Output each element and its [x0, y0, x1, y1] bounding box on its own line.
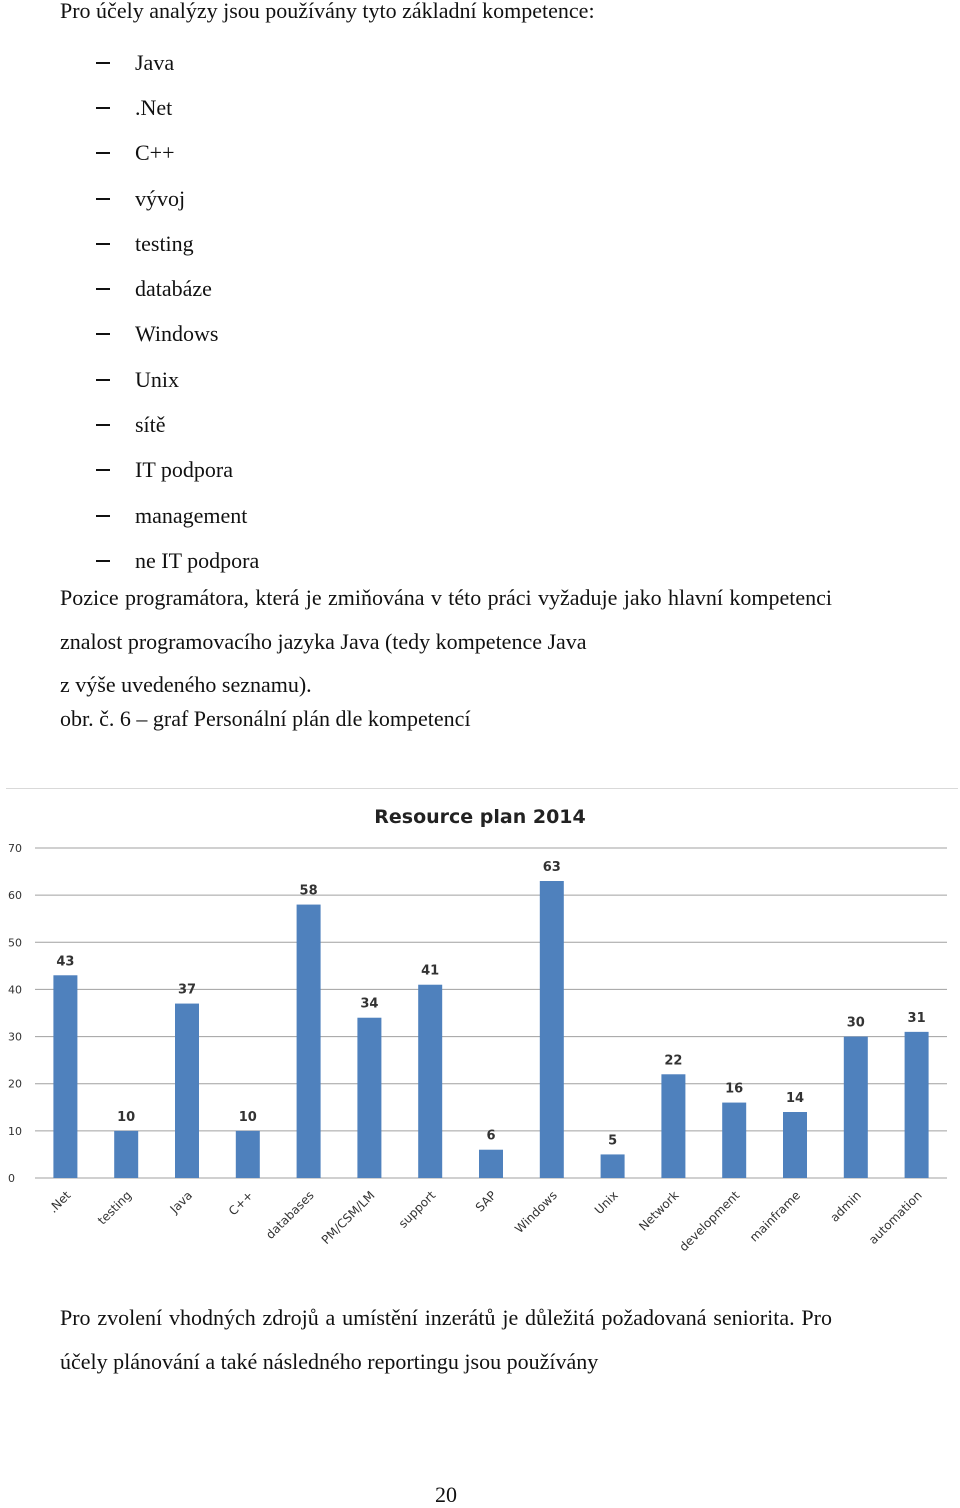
bar — [114, 1131, 138, 1178]
dash-bullet — [96, 152, 110, 154]
dash-bullet — [96, 107, 110, 109]
bar — [905, 1032, 929, 1178]
paragraph-1-line: z výše uvedeného seznamu). — [60, 672, 312, 697]
competence-item — [96, 448, 259, 493]
competence-item — [96, 40, 259, 85]
bar — [479, 1150, 503, 1178]
competence-item — [96, 493, 259, 538]
y-tick-label: 20 — [8, 1077, 22, 1091]
data-label: 41 — [421, 963, 440, 979]
x-category-label: Network — [636, 1188, 682, 1234]
chart-title: Resource plan 2014 — [374, 806, 586, 828]
y-tick-label: 70 — [8, 842, 22, 855]
data-label: 58 — [299, 883, 318, 899]
intro-text: Pro účely analýzy jsou používány tyto základní kompetence: — [60, 0, 595, 23]
x-category-label: testing — [94, 1188, 135, 1228]
x-category-label: automation — [865, 1188, 925, 1247]
competence-label: .Net — [135, 94, 173, 120]
x-category-label: Windows — [512, 1188, 560, 1237]
competence-label: testing — [135, 230, 194, 256]
data-label: 31 — [907, 1010, 926, 1026]
y-tick-label: 30 — [8, 1030, 22, 1044]
data-label: 30 — [846, 1015, 865, 1031]
competence-item — [96, 85, 259, 130]
x-category-label: databases — [263, 1188, 317, 1242]
paragraph-1-line: Pozice programátora, která je zmiňována v této práci vyžaduje jako hlavní — [60, 585, 723, 610]
competence-label: Java — [135, 49, 175, 75]
data-label: 22 — [664, 1053, 683, 1069]
x-category-label: support — [395, 1188, 439, 1231]
x-category-label: mainframe — [746, 1188, 804, 1245]
figure-caption: obr. č. 6 – graf Personální plán dle kompetencí — [60, 706, 471, 731]
data-label: 34 — [360, 996, 379, 1012]
resource-plan-chart — [0, 790, 960, 1260]
competence-label: Unix — [135, 366, 179, 392]
competence-item — [96, 221, 259, 266]
competence-label: C++ — [135, 140, 175, 166]
bar — [357, 1018, 381, 1178]
competence-label: IT podpora — [135, 457, 233, 483]
bar — [540, 881, 564, 1178]
dash-bullet — [96, 243, 110, 245]
bar — [53, 975, 77, 1178]
bar — [236, 1131, 260, 1178]
dash-bullet — [96, 424, 110, 426]
competence-label: databáze — [135, 276, 212, 302]
y-tick-label: 40 — [8, 983, 22, 997]
x-category-label: development — [676, 1188, 743, 1255]
data-label: 6 — [486, 1128, 496, 1144]
data-label: 37 — [177, 982, 197, 998]
competence-item — [96, 402, 259, 447]
competence-label: sítě — [135, 412, 166, 438]
bar — [722, 1103, 746, 1178]
page-number: 20 — [435, 1482, 457, 1507]
chart-top-border — [6, 788, 958, 789]
x-category-label: Unix — [591, 1188, 621, 1218]
competence-label: vývoj — [135, 185, 186, 211]
x-category-label: PM/CSM/LM — [318, 1188, 378, 1247]
competence-label: ne IT podpora — [135, 547, 260, 573]
paragraph-1-line: kompetenci znalost programovacího jazyka Java (tedy kompetence Java — [60, 585, 832, 654]
paragraph-2-line: Pro zvolení vhodných zdrojů a umístění inzerátů je důležitá požadovaná — [60, 1305, 707, 1330]
competence-list — [96, 40, 259, 584]
data-label: 10 — [238, 1109, 257, 1125]
bar — [601, 1154, 625, 1178]
dash-bullet — [96, 379, 110, 381]
data-label: 63 — [542, 860, 561, 875]
paragraph-2-line: seniorita. Pro účely plánování a také následného reportingu jsou používány — [60, 1305, 832, 1374]
x-category-label: Java — [167, 1188, 196, 1217]
x-category-label: admin — [827, 1188, 864, 1225]
dash-bullet — [96, 333, 110, 335]
data-label: 16 — [725, 1081, 744, 1097]
y-tick-label: 0 — [8, 1172, 15, 1185]
dash-bullet — [96, 469, 110, 471]
y-tick-label: 50 — [8, 936, 22, 950]
paragraph-1 — [60, 576, 832, 707]
x-category-label: C++ — [225, 1188, 256, 1219]
data-label: 5 — [608, 1133, 618, 1149]
bar — [418, 985, 442, 1178]
data-label: 14 — [785, 1091, 805, 1106]
bar — [175, 1004, 199, 1178]
competence-item — [96, 357, 259, 402]
competence-item — [96, 176, 259, 221]
competence-item — [96, 266, 259, 311]
y-tick-label: 60 — [8, 889, 22, 903]
bar — [844, 1037, 868, 1178]
competence-item — [96, 131, 259, 176]
competence-item — [96, 312, 259, 357]
x-category-label: .Net — [46, 1188, 74, 1216]
bar — [783, 1112, 807, 1178]
data-label: 43 — [56, 954, 75, 970]
data-label: 10 — [117, 1109, 136, 1125]
bar — [297, 905, 321, 1178]
dash-bullet — [96, 288, 110, 290]
competence-label: management — [135, 502, 248, 528]
paragraph-2 — [60, 1296, 832, 1383]
x-category-label: SAP — [472, 1188, 500, 1215]
competence-label: Windows — [135, 321, 219, 347]
y-tick-label: 10 — [8, 1124, 22, 1138]
dash-bullet — [96, 198, 110, 200]
dash-bullet — [96, 515, 110, 517]
dash-bullet — [96, 560, 110, 562]
dash-bullet — [96, 62, 110, 64]
bar — [661, 1074, 685, 1178]
